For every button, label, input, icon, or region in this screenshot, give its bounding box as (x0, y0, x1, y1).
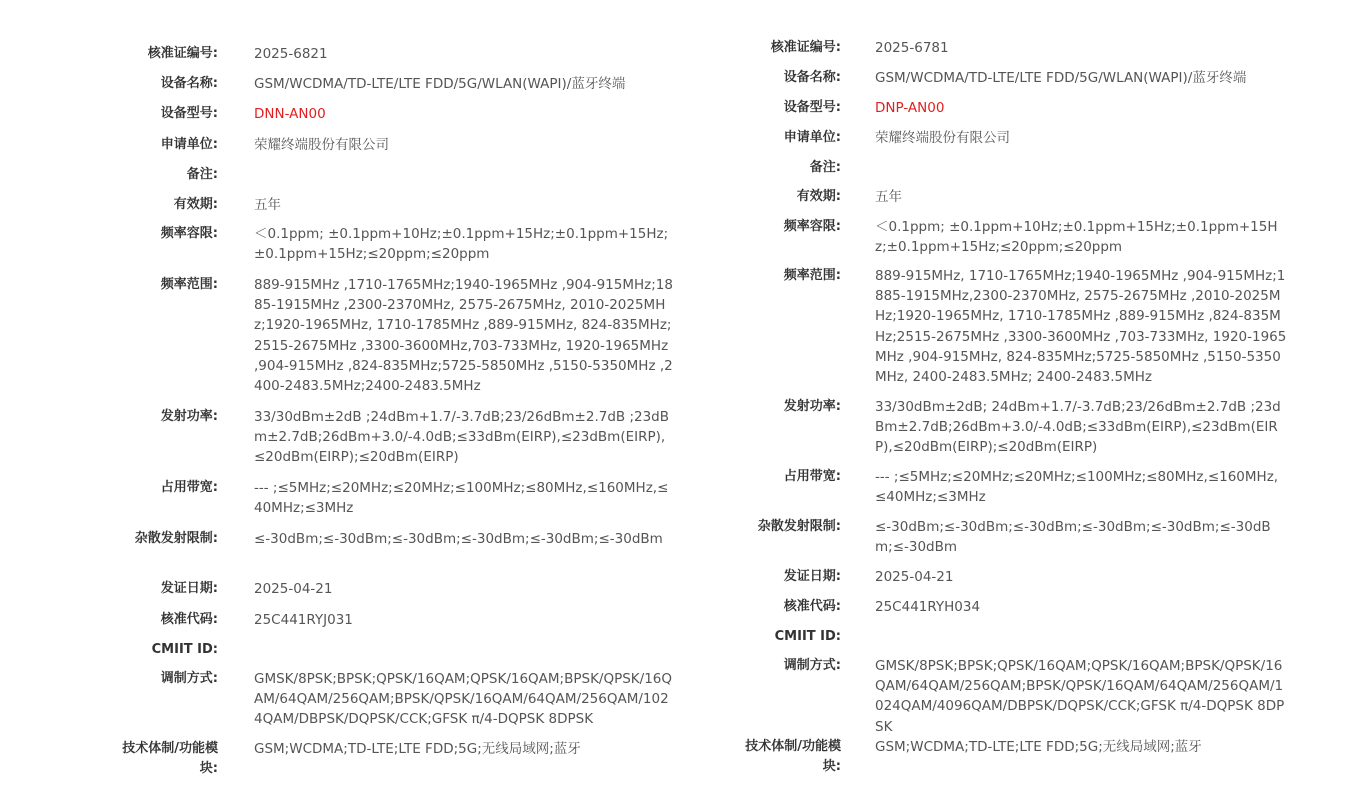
label-freq-range: 频率范围: (160, 277, 218, 292)
row-bandwidth (680, 467, 1356, 517)
label-cmiit-id: CMIIT ID: (774, 629, 841, 644)
row-tech-modules (0, 739, 690, 779)
label-validity: 有效期: (173, 197, 218, 212)
row-cmiit-id (680, 627, 1356, 656)
row-modulation (0, 669, 690, 739)
label-freq-tolerance: 频率容限: (160, 226, 218, 241)
value-spurious: ≤-30dBm;≤-30dBm;≤-30dBm;≤-30dBm;≤-30dBm;≤-30dBm;≤-30dBm (875, 519, 1271, 556)
value-device-model: DNP-AN00 (875, 100, 945, 116)
value-freq-range: 889-915MHz, 1710-1765MHz;1940-1965MHz ,904-915MHz;1885-1915MHz,2300-2370MHz, 2575-2675MHz ,2010-2025MHz;1920-1965MHz, 1710-1785MHz ,889-915MHz ,824-835MHz;2515-2675MHz ,3300-3600MHz ,703-733MHz, 1920-1965MHz ,904-915MHz, 824-835MHz;5725-5850MHz ,5150-5350MHz, 2400-2483.5MHz; 2400-2483.5MHz (875, 268, 1287, 386)
value-cmiit-id (254, 640, 676, 669)
value-modulation: GMSK/8PSK;BPSK;QPSK/16QAM;QPSK/16QAM;BPSK/QPSK/16QAM/64QAM/256QAM;BPSK/QPSK/16QAM/64QAM/256QAM/1024QAM/DBPSK/DQPSK/CCK;GFSK π/4-DQPSK 8DPSK (254, 671, 673, 728)
certificate-right (680, 38, 1356, 777)
label-applicant: 申请单位: (783, 130, 841, 145)
row-modulation (680, 656, 1356, 737)
label-approval-code: 核准代码: (160, 612, 218, 627)
row-approval-code (680, 597, 1356, 627)
row-tx-power (680, 397, 1356, 467)
value-device-name: GSM/WCDMA/TD-LTE/LTE FDD/5G/WLAN(WAPI)/蓝牙终端 (254, 76, 626, 92)
label-tech-modules: 技术体制/功能模 块: (745, 739, 841, 774)
row-freq-range (0, 275, 690, 407)
row-bandwidth (0, 478, 690, 529)
row-freq-range (680, 266, 1356, 397)
label-remarks: 备注: (809, 160, 841, 175)
value-approval-code: 25C441RYH034 (875, 599, 981, 615)
value-remarks (254, 165, 676, 195)
label-spurious: 杂散发射限制: (757, 519, 841, 534)
label-cert-number: 核准证编号: (147, 46, 218, 61)
label-device-name: 设备名称: (160, 76, 218, 91)
value-device-model: DNN-AN00 (254, 106, 326, 122)
value-device-name: GSM/WCDMA/TD-LTE/LTE FDD/5G/WLAN(WAPI)/蓝牙终端 (875, 70, 1247, 86)
label-modulation: 调制方式: (783, 658, 841, 673)
label-approval-code: 核准代码: (783, 599, 841, 614)
row-issue-date (0, 579, 690, 610)
label-freq-range: 频率范围: (783, 268, 841, 283)
label-issue-date: 发证日期: (783, 569, 841, 584)
value-applicant: 荣耀终端股份有限公司 (875, 130, 1010, 146)
row-applicant (0, 135, 690, 165)
row-device-name (0, 74, 690, 104)
row-cert-number (680, 38, 1356, 68)
row-device-model (680, 98, 1356, 128)
value-issue-date: 2025-04-21 (875, 569, 954, 585)
row-device-name (680, 68, 1356, 98)
label-cmiit-id: CMIIT ID: (151, 642, 218, 657)
label-device-name: 设备名称: (783, 70, 841, 85)
label-device-model: 设备型号: (783, 100, 841, 115)
label-tx-power: 发射功率: (783, 399, 841, 414)
row-issue-date (680, 567, 1356, 597)
label-bandwidth: 占用带宽: (160, 480, 218, 495)
value-spurious: ≤-30dBm;≤-30dBm;≤-30dBm;≤-30dBm;≤-30dBm;≤-30dBm (254, 531, 663, 547)
row-remarks (680, 158, 1356, 187)
value-modulation: GMSK/8PSK;BPSK;QPSK/16QAM;QPSK/16QAM;BPSK/QPSK/16QAM/64QAM/256QAM;BPSK/QPSK/16QAM/64QAM/256QAM/1024QAM/4096QAM/DBPSK/DQPSK/CCK;GFSK π/4-DQPSK 8DPSK (875, 658, 1285, 735)
label-applicant: 申请单位: (160, 137, 218, 152)
row-tx-power (0, 407, 690, 478)
row-freq-tolerance (0, 224, 690, 275)
label-modulation: 调制方式: (160, 671, 218, 686)
value-cert-number: 2025-6821 (254, 46, 328, 62)
value-approval-code: 25C441RYJ031 (254, 612, 353, 628)
value-tx-power: 33/30dBm±2dB ;24dBm+1.7/-3.7dB;23/26dBm±2.7dB ;23dBm±2.7dB;26dBm+3.0/-4.0dB;≤33dBm(EIRP),≤23dBm(EIRP),≤20dBm(EIRP);≤20dBm(EIRP) (254, 409, 670, 466)
row-spurious (680, 517, 1356, 567)
label-tx-power: 发射功率: (160, 409, 218, 424)
value-tx-power: 33/30dBm±2dB; 24dBm+1.7/-3.7dB;23/26dBm±2.7dB ;23dBm±2.7dB;26dBm+3.0/-4.0dB;≤33dBm(EIRP),≤23dBm(EIRP),≤20dBm(EIRP);≤20dBm(EIRP) (875, 399, 1281, 456)
label-spurious: 杂散发射限制: (134, 531, 218, 546)
value-applicant: 荣耀终端股份有限公司 (254, 137, 389, 153)
value-freq-tolerance: ＜0.1ppm; ±0.1ppm+10Hz;±0.1ppm+15Hz;±0.1ppm+15Hz;±0.1ppm+15Hz;≤20ppm;≤20ppm (254, 226, 669, 263)
value-tech-modules: GSM;WCDMA;TD-LTE;LTE FDD;5G;无线局域网;蓝牙 (254, 741, 581, 757)
row-cert-number (0, 44, 690, 74)
value-validity: 五年 (254, 197, 281, 213)
row-approval-code (0, 610, 690, 640)
label-remarks: 备注: (186, 167, 218, 182)
value-cert-number: 2025-6781 (875, 40, 949, 56)
label-validity: 有效期: (796, 189, 841, 204)
value-issue-date: 2025-04-21 (254, 581, 333, 597)
row-freq-tolerance (680, 217, 1356, 266)
value-freq-range: 889-915MHz ,1710-1765MHz;1940-1965MHz ,904-915MHz;1885-1915MHz ,2300-2370MHz, 2575-2675MHz, 2010-2025MHz;1920-1965MHz, 1710-1785MHz ,889-915MHz, 824-835MHz;2515-2675MHz ,3300-3600MHz,703-733MHz, 1920-1965MHz ,904-915MHz ,824-835MHz;5725-5850MHz ,5150-5350MHz ,2400-2483.5MHz;2400-2483.5MHz (254, 277, 673, 395)
row-remarks (0, 165, 690, 195)
value-bandwidth: --- ;≤5MHz;≤20MHz;≤20MHz;≤100MHz;≤80MHz,≤160MHz,≤40MHz;≤3MHz (875, 469, 1279, 506)
label-issue-date: 发证日期: (160, 581, 218, 596)
value-freq-tolerance: ＜0.1ppm; ±0.1ppm+10Hz;±0.1ppm+15Hz;±0.1ppm+15Hz;±0.1ppm+15Hz;≤20ppm;≤20ppm (875, 219, 1278, 256)
label-freq-tolerance: 频率容限: (783, 219, 841, 234)
row-validity (680, 187, 1356, 217)
label-tech-modules: 技术体制/功能模 块: (122, 741, 218, 776)
value-remarks (875, 158, 1287, 187)
row-spurious (0, 529, 690, 579)
label-cert-number: 核准证编号: (770, 40, 841, 55)
value-validity: 五年 (875, 189, 902, 205)
value-cmiit-id (875, 627, 1287, 656)
row-validity (0, 195, 690, 224)
label-bandwidth: 占用带宽: (783, 469, 841, 484)
row-device-model (0, 104, 690, 135)
value-bandwidth: --- ;≤5MHz;≤20MHz;≤20MHz;≤100MHz;≤80MHz,≤160MHz,≤40MHz;≤3MHz (254, 480, 669, 517)
value-tech-modules: GSM;WCDMA;TD-LTE;LTE FDD;5G;无线局域网;蓝牙 (875, 739, 1202, 755)
label-device-model: 设备型号: (160, 106, 218, 121)
row-tech-modules (680, 737, 1356, 777)
row-cmiit-id (0, 640, 690, 669)
certificate-left (0, 44, 690, 779)
row-applicant (680, 128, 1356, 158)
